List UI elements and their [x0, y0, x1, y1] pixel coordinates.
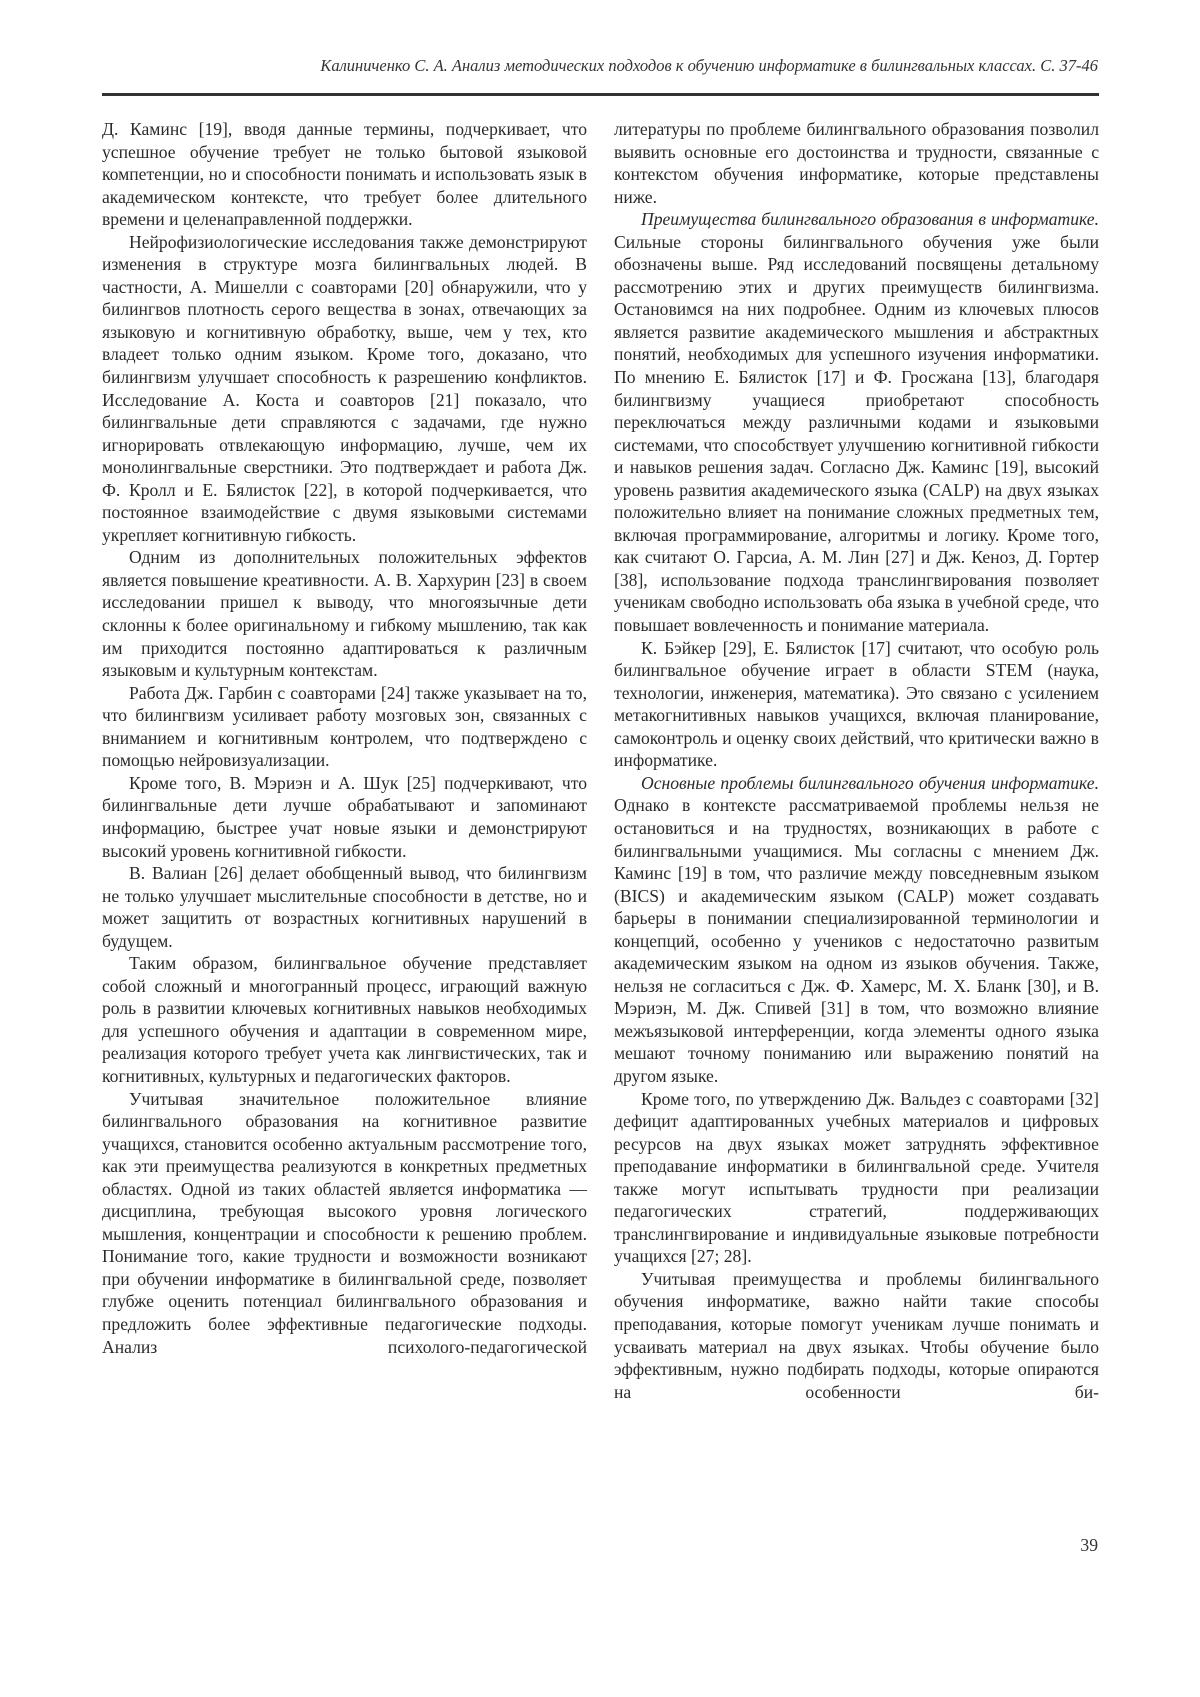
header-rule — [102, 93, 1099, 96]
paragraph: Кроме того, по утверждению Дж. Вальдез с соавторами [32] дефицит адаптированных учебных материалов и цифровых ресурсов на двух языках может затруднять эффективное преподавание информатики в билингвальной среде. Учителя также могут испытывать трудности при реализации педагогических стратегий, поддерживающих транслингвирование и индивидуальные языковые потребности учащихся [27; 28]. — [614, 1088, 1099, 1268]
paragraph: К. Бэйкер [29], Е. Бялисток [17] считают, что особую роль билингвальное обучение играет в области STEM (наука, технологии, инженерия, математика). Это связано с усилением метакогнитивных навыков учащихся, включая планирование, самоконтроль и оценку своих действий, что критически важно в информатике. — [614, 637, 1099, 772]
section-heading-problems: Основные проблемы билингвального обучения информатике. — [641, 773, 1099, 793]
paragraph: Таким образом, билингвальное обучение представляет собой сложный и многогранный процесс, играющий важную роль в развитии ключевых когнитивных навыков необходимых для успешного обучения и адаптации в современном мире, реализация которого требует учета как лингвистических, так и когнитивных, культурных и педагогических факторов. — [102, 952, 587, 1087]
paragraph: В. Валиан [26] делает обобщенный вывод, что билингвизм не только улучшает мыслительные способности в детстве, но и может защитить от возрастных когнитивных нарушений в будущем. — [102, 862, 587, 952]
running-title: Калиниченко С. А. Анализ методических подходов к обучению информатике в билингвальных классах. С. 37-46 — [320, 56, 1098, 76]
problems-paragraph — [614, 772, 1099, 1088]
page-number: 39 — [1080, 1535, 1098, 1556]
paragraph-continuation: литературы по проблеме билингвального образования позволил выявить основные его достоинства и трудности, связанные с контекстом обучения информатике, которые представлены ниже. — [614, 118, 1099, 208]
paragraph: Нейрофизиологические исследования также демонстрируют изменения в структуре мозга билингвальных людей. В частности, А. Мишелли с соавторами [20] обнаружили, что у билингвов плотность серого вещества в зонах, отвечающих за языковую и когнитивную обработку, выше, чем у тех, кто владеет только одним языком. Кроме того, доказано, что билингвизм улучшает способность к разрешению конфликтов. Исследование А. Коста и соавторов [21] показало, что билингвальные дети справляются с задачами, где нужно игнорировать отвлекающую информацию, лучше, чем их монолингвальные сверстники. Это подтверждает и работа Дж. Ф. Кролл и Е. Бялисток [22], в которой подчеркивается, что постоянное взаимодействие с двумя языковыми системами укрепляет когнитивную гибкость. — [102, 231, 587, 547]
paragraph: Кроме того, В. Мэриэн и А. Шук [25] подчеркивают, что билингвальные дети лучше обрабатывают и запоминают информацию, быстрее учат новые языки и демонстрируют высокий уровень когнитивной гибкости. — [102, 772, 587, 862]
paragraph: Учитывая значительное положительное влияние билингвального образования на когнитивное развитие учащихся, становится особенно актуальным рассмотрение того, как эти преимущества реализуются в конкретных предметных областях. Одной из таких областей является информатика — дисциплина, требующая высокого уровня логического мышления, концентрации и способности к решению проблем. Понимание того, какие трудности и возможности возникают при обучении информатике в билингвальной среде, позволяет глубже оценить потенциал билингвального образования и предложить более эффективные педагогические подходы. Анализ психолого-педагогической — [102, 1088, 587, 1359]
paragraph: Одним из дополнительных положительных эффектов является повышение креативности. А. В. Хархурин [23] в своем исследовании пришел к выводу, что многоязычные дети склонны к более оригинальному и гибкому мышлению, так как им приходится постоянно адаптироваться к различным языковым и культурным контекстам. — [102, 546, 587, 681]
paragraph: Учитывая преимущества и проблемы билингвального обучения информатике, важно найти такие способы преподавания, которые помогут ученикам лучше понимать и усваивать материал на двух языках. Чтобы обучение было эффективным, нужно подбирать подходы, которые опираются на особенности би- — [614, 1268, 1099, 1403]
left-column — [102, 118, 587, 1358]
paragraph: Работа Дж. Гарбин с соавторами [24] также указывает на то, что билингвизм усиливает работу мозговых зон, связанных с вниманием и когнитивным контролем, что подтверждено с помощью нейровизуализации. — [102, 682, 587, 772]
paragraph-text: Сильные стороны билингвального обучения уже были обозначены выше. Ряд исследований посвящены детальному рассмотрению этих и других преимуществ билингвизма. Остановимся на них подробнее. Одним из ключевых плюсов является развитие академического мышления и абстрактных понятий, необходимых для успешного изучения информатики. По мнению Е. Бялисток [17] и Ф. Гросжана [13], благодаря билингвизму учащиеся приобретают способность переключаться между различными кодами и языковыми системами, что способствует улучшению когнитивной гибкости и навыков решения задач. Согласно Дж. Каминс [19], высокий уровень развития академического языка (CALP) на двух языках положительно влияет на понимание сложных предметных тем, включая программирование, алгоритмы и логику. Кроме того, как считают О. Гарсиа, А. М. Лин [27] и Дж. Кеноз, Д. Гортер [38], использование подхода транслингвирования позволяет ученикам свободно использовать оба языка в учебной среде, что повышает вовлеченность и понимание материала. — [614, 232, 1099, 635]
right-column — [614, 118, 1099, 1403]
paragraph: Д. Каминс [19], вводя данные термины, подчеркивает, что успешное обучение требует не только бытовой языковой компетенции, но и способности понимать и использовать язык в академическом контексте, что требует более длительного времени и целенаправленной поддержки. — [102, 118, 587, 231]
paragraph-text: Однако в контексте рассматриваемой проблемы нельзя не остановиться и на трудностях, возникающих в работе с билингвальными учащимися. Мы согласны с мнением Дж. Каминс [19] в том, что различие между повседневным языком (BICS) и академическим языком (CALP) может создавать барьеры в понимании специализированной терминологии и концепций, особенно у учеников с недостаточно развитым академическим языком на одном из языков обучения. Также, нельзя не согласиться с Дж. Ф. Хамерс, М. Х. Бланк [30], и В. Мэриэн, М. Дж. Спивей [31] в том, что возможно влияние межъязыковой интерференции, когда элементы одного языка мешают точному пониманию или выражению понятий на другом языке. — [614, 795, 1099, 1086]
section-heading-advantages: Преимущества билингвального образования в информатике. — [641, 209, 1099, 229]
advantages-paragraph — [614, 208, 1099, 636]
